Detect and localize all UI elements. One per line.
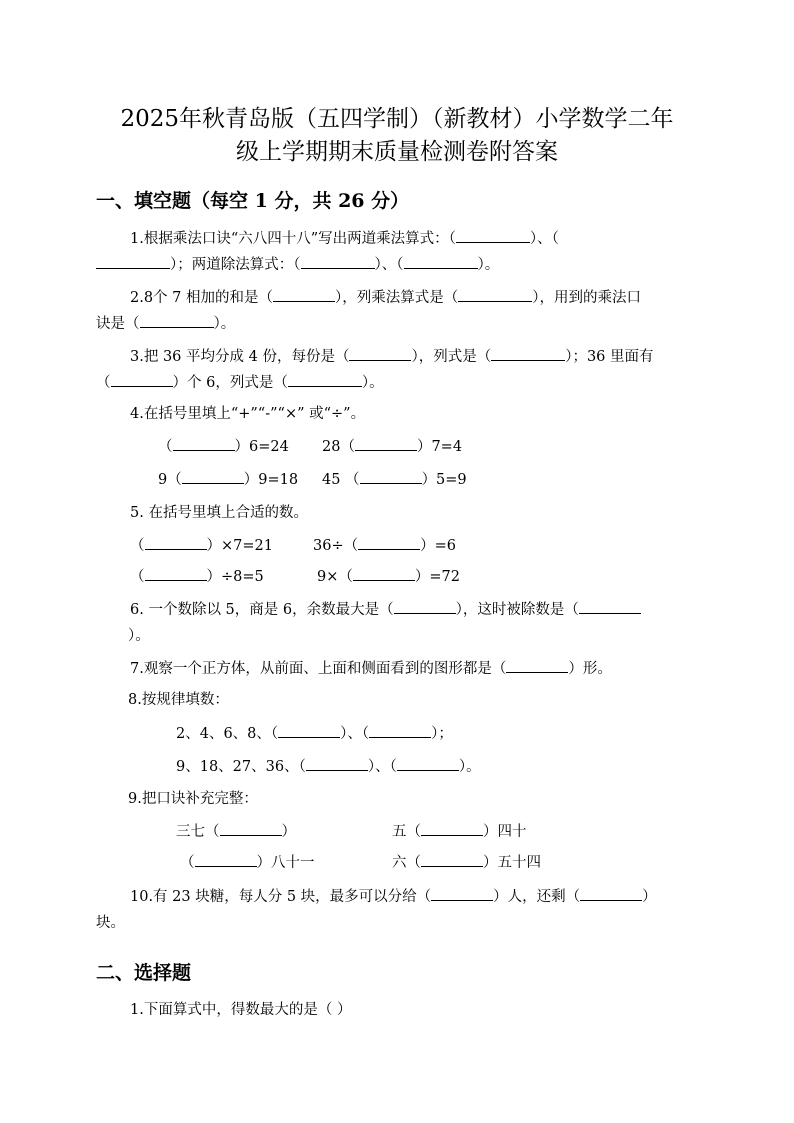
q5-row-2-left: （ ）÷8=5	[130, 569, 264, 585]
answer-blank[interactable]	[306, 757, 368, 771]
answer-blank[interactable]	[182, 470, 244, 484]
page-title-line-2: 级上学期期末质量检测卷附答案	[236, 139, 558, 165]
answer-blank[interactable]	[404, 255, 478, 269]
s2-q1-line: 1.下面算式中，得数最大的是（ ）	[130, 1002, 352, 1018]
q4-text: 4.在括号里填上“+”“-”“×” 或“÷”。	[130, 406, 366, 422]
q8-row-1: 2、4、6、8、（ ）、（ ）；	[176, 726, 453, 742]
q4-row-2-right: 45 （ ）5=9	[322, 472, 467, 488]
q2-line-2: 诀是（ ）。	[96, 316, 236, 332]
answer-blank[interactable]	[579, 600, 641, 614]
q4-row-1-right: 28（ ）7=4	[322, 439, 463, 455]
q8-row-2: 9、18、27、36、（ ）、（ ）。	[176, 759, 481, 775]
q3-line-1: 3.把 36 平均分成 4 份，每份是（ ），列式是（ ）；36 里面有	[130, 349, 654, 365]
q10-line-1: 10.有 23 块糖，每人分 5 块，最多可以分给（ ）人，还剩（ ）	[130, 889, 657, 905]
answer-blank[interactable]	[397, 757, 459, 771]
answer-blank[interactable]	[288, 373, 362, 387]
answer-blank[interactable]	[506, 659, 568, 673]
answer-blank[interactable]	[456, 229, 530, 243]
q9-text: 9.把口诀补充完整：	[128, 791, 258, 807]
q2-line-1: 2.8个 7 相加的和是（ ），列乘法算式是（ ），用到的乘法口	[130, 290, 642, 306]
q5-row-1-left: （ ）×7=21	[130, 538, 273, 554]
answer-blank[interactable]	[421, 853, 483, 867]
answer-blank[interactable]	[301, 255, 375, 269]
section-1-heading: 一、填空题（每空 1 分，共 26 分）	[96, 190, 410, 212]
answer-blank[interactable]	[458, 288, 532, 302]
answer-blank[interactable]	[353, 567, 415, 581]
q5-row-1-right: 36÷（ ）=6	[313, 538, 456, 554]
q9-row-1-right: 五（ ）四十	[392, 824, 527, 840]
q3-line-2: （ ）个 6，列式是（ ）。	[96, 375, 384, 391]
q6-line-1: 6. 一个数除以 5，商是 6，余数最大是（ ），这时被除数是（	[130, 599, 641, 621]
q9-row-1-left: 三七（ ）	[176, 824, 296, 840]
q5-text: 5. 在括号里填上合适的数。	[130, 505, 308, 521]
answer-blank[interactable]	[421, 822, 483, 836]
answer-blank[interactable]	[173, 437, 235, 451]
page-title-line-1: 2025年秋青岛版（五四学制）（新教材）小学数学二年	[120, 106, 674, 132]
answer-blank[interactable]	[220, 822, 282, 836]
answer-blank[interactable]	[369, 724, 431, 738]
answer-blank[interactable]	[140, 314, 214, 328]
answer-blank[interactable]	[145, 567, 207, 581]
answer-blank[interactable]	[145, 536, 207, 550]
answer-blank[interactable]	[111, 373, 173, 387]
answer-blank[interactable]	[96, 255, 170, 269]
q4-row-2-left: 9（ ）9=18	[158, 472, 299, 488]
answer-blank[interactable]	[195, 853, 257, 867]
section-2-heading: 二、选择题	[96, 962, 192, 984]
answer-blank[interactable]	[278, 724, 340, 738]
q8-text: 8.按规律填数：	[128, 692, 229, 708]
q4-row-1-left: （ ）6=24	[158, 439, 289, 455]
answer-blank[interactable]	[358, 536, 420, 550]
answer-blank[interactable]	[394, 600, 456, 614]
q6-line-2: ）。	[128, 628, 150, 644]
answer-blank[interactable]	[491, 347, 565, 361]
q1-line-2: ）；两道除法算式：（ ）、（ ）。	[96, 254, 499, 276]
q10-line-2: 块。	[96, 915, 125, 931]
q9-row-2-right: 六（ ）五十四	[392, 855, 541, 871]
answer-blank[interactable]	[349, 347, 411, 361]
answer-blank[interactable]	[273, 288, 335, 302]
q9-row-2-left: （ ）八十一	[180, 855, 315, 871]
q5-row-2-right: 9×（ ）=72	[317, 569, 460, 585]
answer-blank[interactable]	[355, 437, 417, 451]
answer-blank[interactable]	[580, 887, 642, 901]
answer-blank[interactable]	[360, 470, 422, 484]
q1-line-1: 1.根据乘法口诀“六八四十八”写出两道乘法算式：（ ）、（	[130, 231, 559, 247]
q7-line: 7.观察一个正方体，从前面、上面和侧面看到的图形都是（ ）形。	[130, 661, 612, 677]
answer-blank[interactable]	[431, 887, 493, 901]
